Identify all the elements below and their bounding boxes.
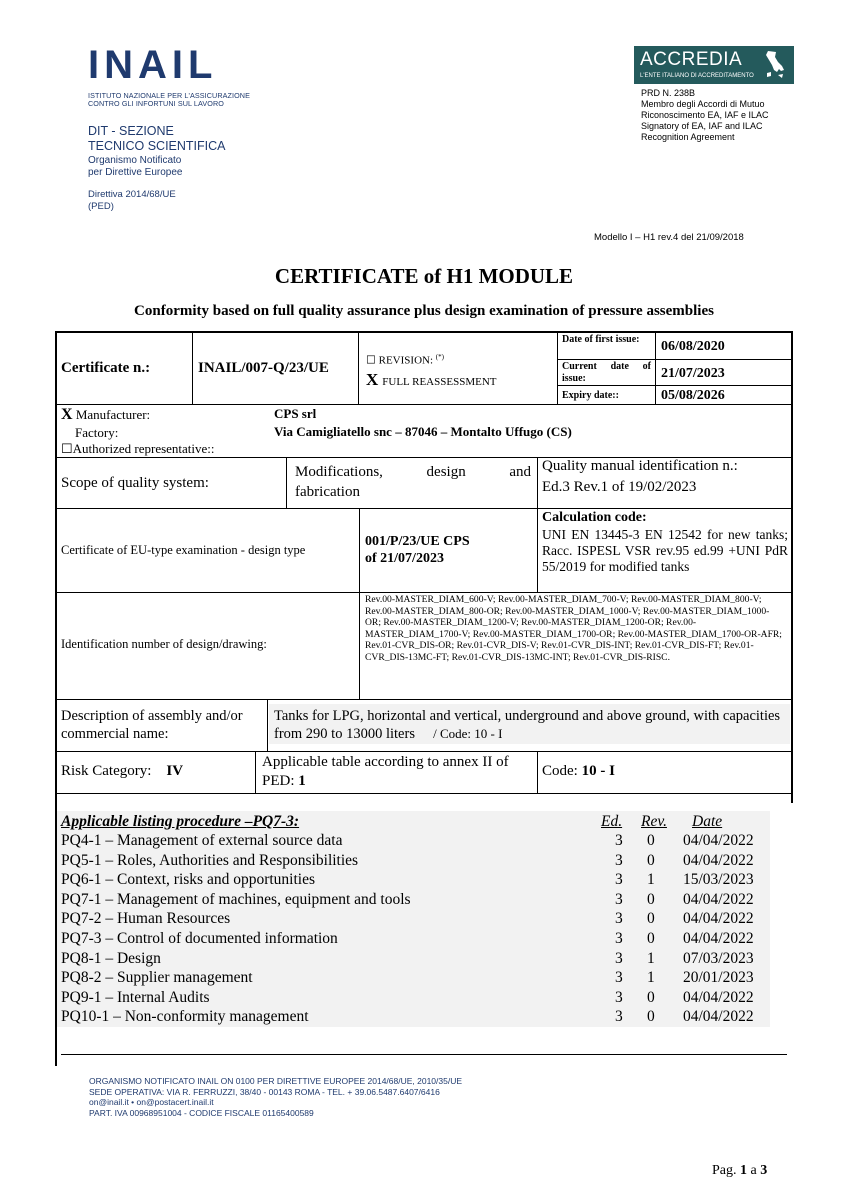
procedure-name: PQ9-1 – Internal Audits xyxy=(61,988,210,1006)
reassessment-check-mark: X xyxy=(366,370,379,389)
expiry-label: Expiry date:: xyxy=(562,390,619,401)
reassessment-label: FULL REASSESSMENT xyxy=(382,376,497,388)
applicable-table-label: Applicable table according to annex II of PED: xyxy=(262,754,509,789)
inail-subtitle xyxy=(88,92,250,108)
quality-manual-label: Quality manual identification n.: xyxy=(542,458,738,474)
col-divider xyxy=(537,457,538,509)
quality-manual-value: Ed.3 Rev.1 of 19/02/2023 xyxy=(542,479,697,495)
risk-category-value: IV xyxy=(166,763,184,779)
eu-type-value-line: 001/P/23/UE CPS xyxy=(365,534,470,549)
row-divider xyxy=(55,793,793,794)
procedure-edition: 3 xyxy=(615,969,623,987)
accreditation-line: Signatory of EA, IAF and ILAC xyxy=(641,121,763,131)
inail-subtitle-line: ISTITUTO NAZIONALE PER L'ASSICURAZIONE xyxy=(88,91,250,100)
procedure-revision: 0 xyxy=(647,910,655,928)
procedure-edition: 3 xyxy=(615,949,623,967)
risk-code xyxy=(542,763,615,780)
calculation-code-value: UNI EN 13445-3 EN 12542 for new tanks; Racc. ISPESL VSR rev.95 ed.99 +UNI PdR 55/2019 for modified tanks xyxy=(542,527,788,574)
manufacturer-name: CPS srl xyxy=(274,406,317,421)
current-issue-date: 21/07/2023 xyxy=(661,366,725,381)
manufacturer-label: Manufacturer: xyxy=(75,407,151,422)
table-border xyxy=(791,331,793,803)
procedure-name: PQ7-1 – Management of machines, equipment and tools xyxy=(61,890,411,908)
manufacturer-check-mark: X xyxy=(61,406,73,423)
accreditation-line: PRD N. 238B xyxy=(641,88,696,98)
procedure-name: PQ4-1 – Management of external source data xyxy=(61,832,343,849)
department-line: TECNICO SCIENTIFICA xyxy=(88,138,226,153)
risk-code-label: Code: xyxy=(542,763,578,779)
procedure-edition: 3 xyxy=(615,890,623,908)
inail-subtitle-line: CONTRO GLI INFORTUNI SUL LAVORO xyxy=(88,99,224,108)
applicable-table xyxy=(262,753,532,791)
authorized-label: Authorized representative:: xyxy=(72,441,215,456)
risk-code-value: 10 - I xyxy=(581,763,615,779)
inail-logo xyxy=(88,46,244,82)
risk-category xyxy=(61,763,183,780)
eu-type-label: Certificate of EU-type examination - design type xyxy=(61,543,306,557)
directive-line: Direttiva 2014/68/UE xyxy=(88,189,176,200)
procedure-row xyxy=(61,1008,761,1027)
notified-body-line: per Direttive Europee xyxy=(88,167,183,178)
procedure-name: PQ7-3 – Control of documented information xyxy=(61,930,338,947)
col-divider xyxy=(267,699,268,752)
col-divider xyxy=(359,508,360,593)
procedure-name: PQ6-1 – Context, risks and opportunities xyxy=(61,871,316,889)
col-divider xyxy=(286,457,287,509)
procedure-date: 15/03/2023 xyxy=(683,871,754,889)
authorized-checkbox-icon: ☐ xyxy=(61,441,73,456)
procedure-name: PQ7-2 – Human Resources xyxy=(61,910,231,928)
calculation-code-label: Calculation code: xyxy=(542,510,647,525)
procedure-edition: 3 xyxy=(615,988,623,1006)
procedure-revision: 1 xyxy=(647,969,655,987)
scope-value: Modifications, design and fabrication xyxy=(295,464,535,500)
accredia-logo-text: ACCREDIA xyxy=(640,49,743,70)
procedure-name: PQ8-2 – Supplier management xyxy=(61,969,253,987)
procedure-edition: 3 xyxy=(615,1008,623,1026)
accreditation-line: Riconoscimento EA, IAF e ILAC xyxy=(641,110,769,120)
footer-line: on@inail.it • on@postacert.inail.it xyxy=(89,1097,214,1107)
col-divider xyxy=(192,332,193,405)
procedure-revision: 1 xyxy=(647,871,655,889)
procedure-edition: 3 xyxy=(615,930,623,947)
revision-note: (*) xyxy=(435,353,444,361)
procedure-edition: 3 xyxy=(615,851,623,869)
page-current: 1 xyxy=(740,1163,747,1178)
procedure-date: 20/01/2023 xyxy=(683,969,754,987)
reassessment-option xyxy=(366,370,496,390)
design-drawings-list: Rev.00-MASTER_DIAM_600-V; Rev.00-MASTER_DIAM_700-V; Rev.00-MASTER_DIAM_800-V; Rev.00-MASTER_DIAM_800-OR; Rev.00-MASTER_DIAM_1000-V; Rev.00-MASTER_DIAM_1000-OR; Rev.00-MASTER_DIAM_1200-V; Rev.00-MASTER_DIAM_1200-OR; Rev.00-MASTER_DIAM_1700-V; Rev.00-MASTER_DIAM_1700-OR; Rev.00-MASTER_DIAM_1700-OR-AFR; Rev.01-CVR_DIS-OR; Rev.01-CVR_DIS-V; Rev.01-CVR_DIS-INT; Rev.01-CVR_DIS-FT; Rev.01-CVR_DIS-13MC-FT; Rev.01-CVR_DIS-13MC-INT; Rev.01-CVR_DIS-RISC. xyxy=(365,594,782,663)
closing-line xyxy=(61,1054,787,1055)
procedure-row xyxy=(61,871,761,890)
procedure-edition: 3 xyxy=(615,910,623,928)
col-divider xyxy=(255,751,256,794)
procedure-revision: 1 xyxy=(647,949,655,967)
procedure-row xyxy=(61,910,761,929)
row-divider xyxy=(55,508,793,509)
risk-category-label: Risk Category: xyxy=(61,763,152,779)
procedure-row xyxy=(61,969,761,988)
procedures-col-date: Date xyxy=(692,813,723,830)
procedure-revision: 0 xyxy=(647,832,655,849)
procedure-revision: 0 xyxy=(647,988,655,1006)
col-divider xyxy=(537,508,538,593)
page-prefix: Pag. xyxy=(712,1163,740,1178)
procedure-date: 07/03/2023 xyxy=(683,949,754,967)
col-divider xyxy=(537,751,538,794)
accreditation-info xyxy=(641,88,769,143)
factory-label: Factory: xyxy=(75,425,119,440)
applicable-table-value: 1 xyxy=(298,773,306,789)
procedure-date: 04/04/2022 xyxy=(683,1008,754,1026)
procedure-edition: 3 xyxy=(615,871,623,889)
procedure-date: 04/04/2022 xyxy=(683,851,754,869)
col-divider xyxy=(557,332,558,405)
accreditation-line: Recognition Agreement xyxy=(641,132,735,142)
description-value xyxy=(274,707,786,743)
footer-line: SEDE OPERATIVA: VIA R. FERRUZZI, 38/40 - 00143 ROMA - TEL. + 39.06.5487.6407/6416 xyxy=(89,1086,440,1097)
revision-checkbox-icon: ☐ xyxy=(366,354,376,367)
design-label: Identification number of design/drawing: xyxy=(61,637,267,651)
procedure-row xyxy=(61,930,761,949)
procedures-col-rev: Rev. xyxy=(641,813,667,830)
procedures-heading: Applicable listing procedure –PQ7-3: xyxy=(61,813,300,830)
row-divider xyxy=(557,385,792,386)
procedure-revision: 0 xyxy=(647,930,655,947)
accredia-logo-subtitle: L'ENTE ITALIANO DI ACCREDITAMENTO xyxy=(640,73,754,79)
directive xyxy=(88,189,176,212)
row-divider xyxy=(55,404,793,405)
procedure-date: 04/04/2022 xyxy=(683,910,754,928)
page-number xyxy=(712,1163,767,1179)
italy-map-icon xyxy=(762,49,786,81)
procedure-name: PQ10-1 – Non-conformity management xyxy=(61,1008,309,1026)
procedure-name: PQ5-1 – Roles, Authorities and Responsibilities xyxy=(61,851,359,869)
col-divider xyxy=(359,592,360,700)
first-issue-label: Date of first issue: xyxy=(562,334,640,345)
procedure-date: 04/04/2022 xyxy=(683,930,754,947)
manufacturer-address: Via Camigliatello snc – 87046 – Montalto Uffugo (CS) xyxy=(274,424,572,439)
procedure-row xyxy=(61,832,761,851)
scope-label: Scope of quality system: xyxy=(61,475,209,491)
row-divider xyxy=(55,592,793,593)
table-border xyxy=(55,331,793,333)
procedure-revision: 0 xyxy=(647,890,655,908)
row-divider xyxy=(55,699,793,700)
procedure-edition: 3 xyxy=(615,832,623,849)
procedure-date: 04/04/2022 xyxy=(683,890,754,908)
directive-line: (PED) xyxy=(88,200,114,212)
description-label: Description of assembly and/or commercial name: xyxy=(61,708,243,742)
accreditation-line: Membro degli Accordi di Mutuo xyxy=(641,99,765,109)
row-divider xyxy=(55,751,793,752)
procedure-row xyxy=(61,989,761,1008)
authorized-option xyxy=(61,441,215,457)
manufacturer-option xyxy=(61,406,150,424)
notified-body xyxy=(88,155,183,179)
expiry-date: 05/08/2026 xyxy=(661,388,725,403)
footer xyxy=(89,1076,462,1118)
first-issue-date: 06/08/2020 xyxy=(661,339,725,354)
col-divider xyxy=(655,332,656,405)
department xyxy=(88,124,226,153)
description-text: Tanks for LPG, horizontal and vertical, underground and above ground, with capacities from 290 to 13000 liters xyxy=(274,708,781,742)
certificate-number: INAIL/007-Q/23/UE xyxy=(198,360,329,376)
col-divider xyxy=(358,332,359,405)
procedure-date: 04/04/2022 xyxy=(683,988,754,1006)
revision-label: REVISION: xyxy=(378,354,434,367)
procedure-date: 04/04/2022 xyxy=(683,832,754,849)
description-code: / Code: 10 - I xyxy=(433,726,503,741)
revision-option xyxy=(366,353,444,367)
certificate-label: Certificate n.: xyxy=(61,360,151,376)
page-total: 3 xyxy=(760,1163,768,1178)
eu-type-value xyxy=(365,533,470,567)
procedure-revision: 0 xyxy=(647,1008,655,1026)
procedures-col-ed: Ed. xyxy=(601,813,623,830)
document-title: CERTIFICATE of H1 MODULE xyxy=(274,264,574,288)
procedure-row xyxy=(61,852,761,871)
procedure-revision: 0 xyxy=(647,851,655,869)
footer-line: ORGANISMO NOTIFICATO INAIL ON 0100 PER DIRETTIVE EUROPEE 2014/68/UE, 2010/35/UE xyxy=(89,1076,463,1086)
inail-logo-text: INAIL xyxy=(88,46,218,82)
current-issue-label: Current date of issue: xyxy=(562,361,651,384)
procedure-row xyxy=(61,950,761,969)
eu-type-value-line: of 21/07/2023 xyxy=(365,551,444,566)
model-revision: Modello I – H1 rev.4 del 21/09/2018 xyxy=(594,232,744,243)
row-divider xyxy=(557,359,792,360)
page-separator: a xyxy=(747,1163,761,1178)
department-line: DIT - SEZIONE xyxy=(88,124,174,138)
document-subtitle: Conformity based on full quality assurance plus design examination of pressure assemblies xyxy=(134,303,714,319)
procedure-name: PQ8-1 – Design xyxy=(61,949,161,967)
notified-body-line: Organismo Notificato xyxy=(88,155,182,166)
procedure-row xyxy=(61,891,761,910)
footer-line: PART. IVA 00968951004 - CODICE FISCALE 01165400589 xyxy=(89,1107,314,1118)
